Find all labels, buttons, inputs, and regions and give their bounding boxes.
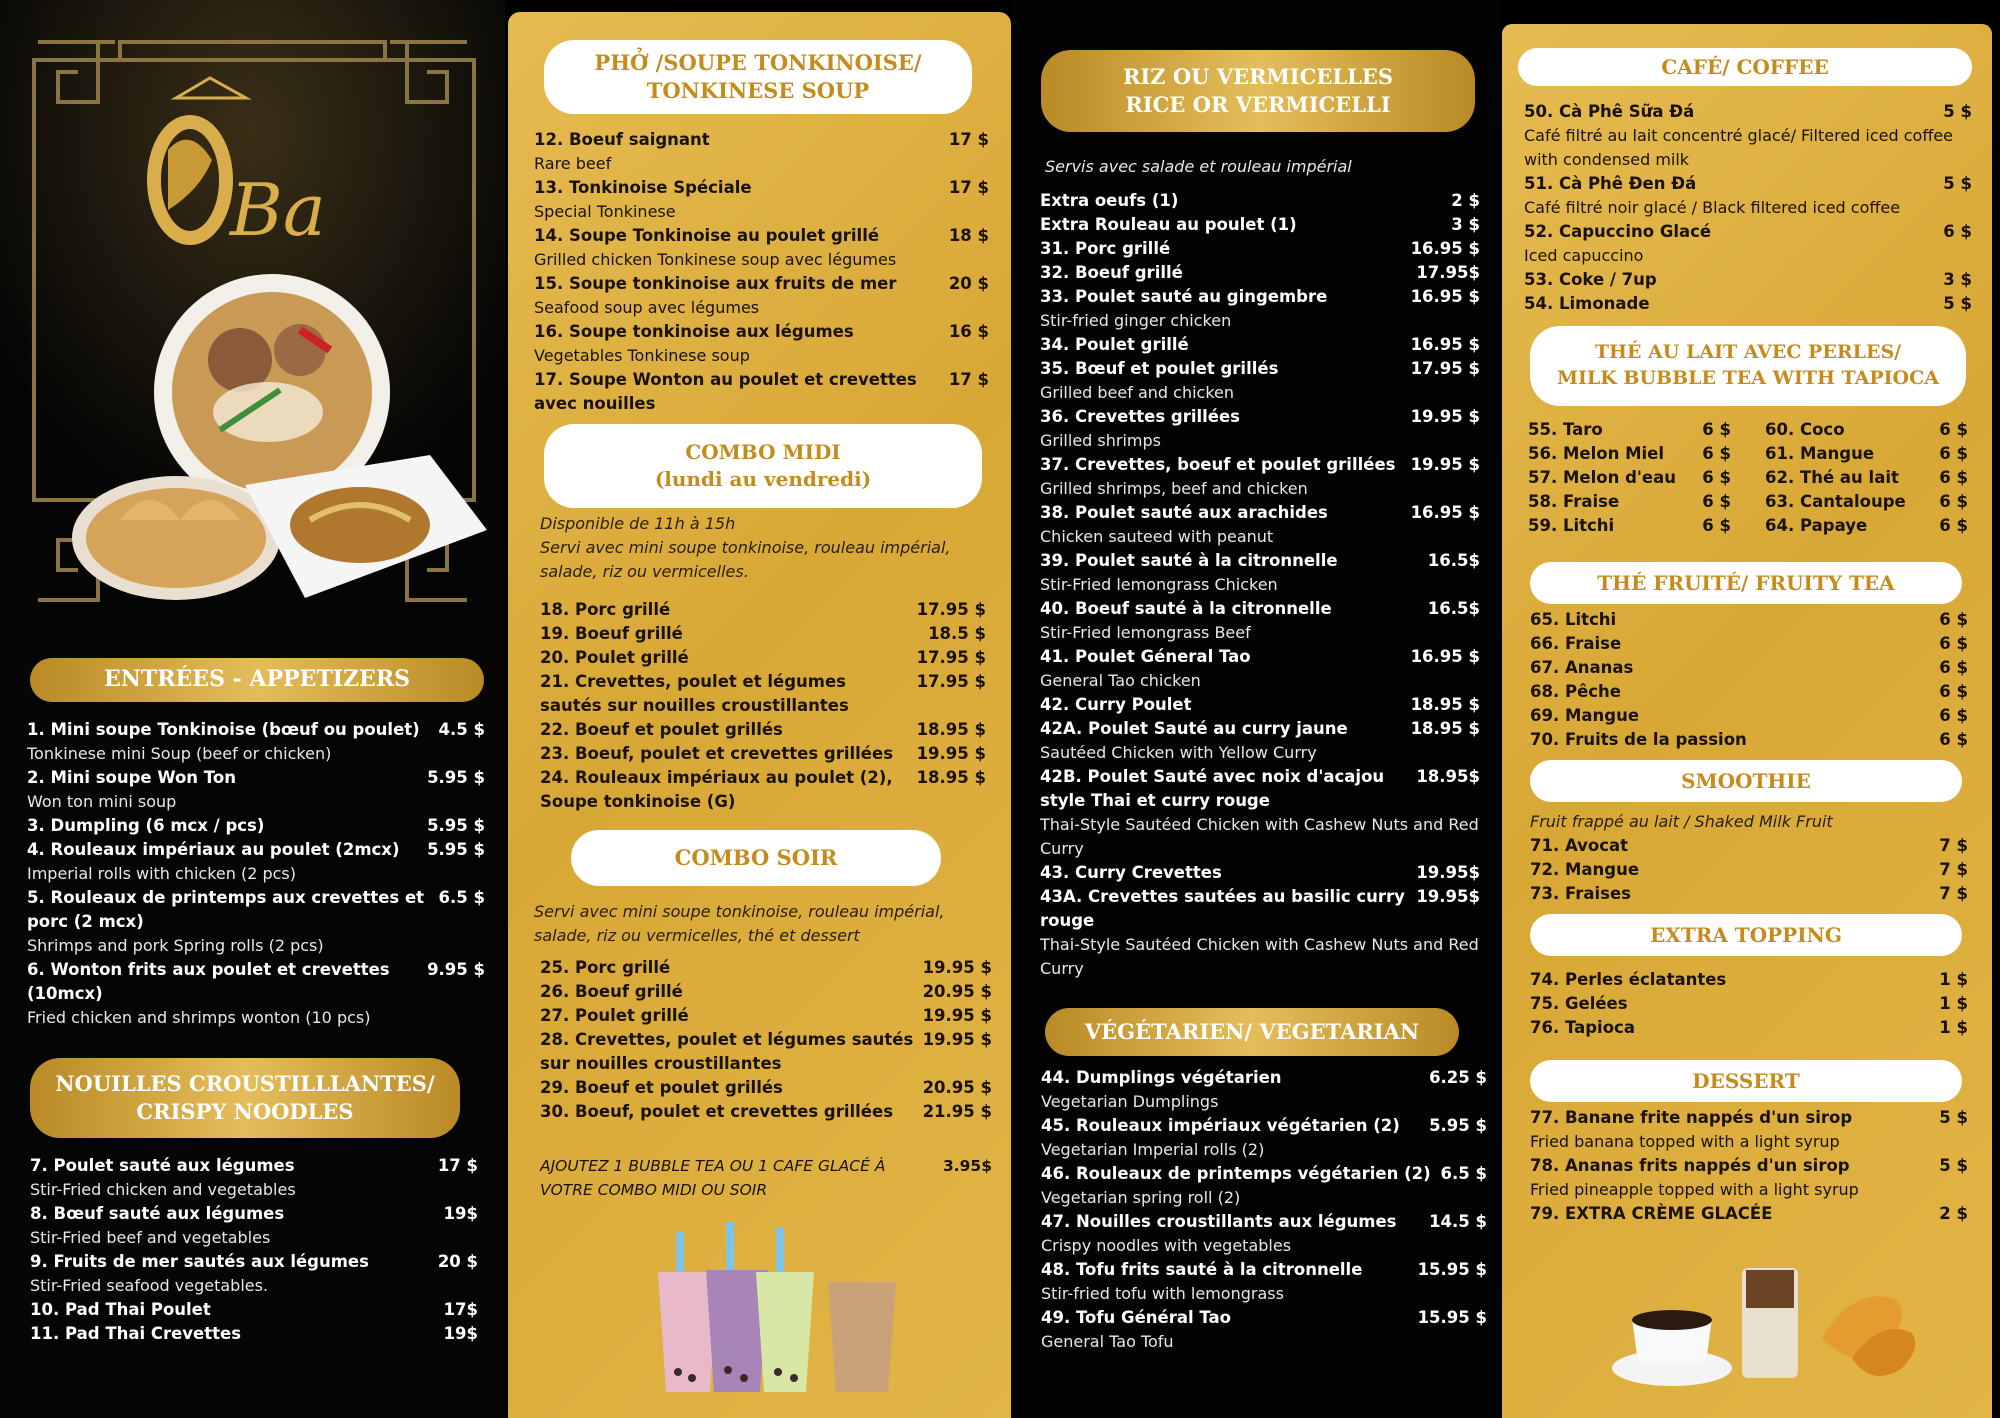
item-desc: Vegetarian Imperial rolls (2) — [1041, 1140, 1265, 1159]
list-item: 1. Mini soupe Tonkinoise (bœuf ou poulet) 4.5 $ — [27, 720, 485, 739]
extra-topping-title: EXTRA TOPPING — [1530, 914, 1962, 956]
list-item: 14. Soupe Tonkinoise au poulet grillé 18 $ — [534, 226, 989, 245]
combo-midi-note: Disponible de 11h à 15h Servi avec mini soupe tonkinoise, rouleau impérial, salade, riz ou vermicelles. — [540, 514, 951, 581]
item-desc: Fried chicken and shrimps wonton (10 pcs) — [27, 1008, 371, 1027]
list-item: 27. Poulet grillé 19.95 $ — [540, 1006, 992, 1025]
list-item: 20. Poulet grillé 17.95 $ — [540, 648, 986, 667]
list-item: 38. Poulet sauté aux arachides 16.95 $ — [1040, 503, 1480, 522]
list-item: 73. Fraises 7 $ — [1530, 884, 1968, 903]
panel-appetizers — [0, 0, 505, 1418]
list-item: 70. Fruits de la passion 6 $ — [1530, 730, 1968, 749]
combo-addon: AJOUTEZ 1 BUBBLE TEA OU 1 CAFE GLACÉ À VOTRE COMBO MIDI OU SOIR 3.95$ — [540, 1157, 992, 1199]
list-item: 25. Porc grillé 19.95 $ — [540, 958, 992, 977]
list-item: 5. Rouleaux de printemps aux crevettes et porc (2 mcx) 6.5 $ — [27, 888, 485, 931]
list-item: 11. Pad Thai Crevettes 19$ — [30, 1324, 478, 1343]
list-item: 18. Porc grillé 17.95 $ — [540, 600, 986, 619]
list-item: 69. Mangue 6 $ — [1530, 706, 1968, 725]
list-item: 29. Boeuf et poulet grillés 20.95 $ — [540, 1078, 992, 1097]
list-item: 24. Rouleaux impériaux au poulet (2), Soupe tonkinoise (G) 18.95 $ — [540, 768, 986, 811]
bubble-tea-illustration — [648, 1202, 948, 1402]
list-item: 59. Litchi 6 $ — [1528, 516, 1731, 535]
list-item: 63. Cantaloupe 6 $ — [1765, 492, 1968, 511]
list-item: 36. Crevettes grillées 19.95 $ — [1040, 407, 1480, 426]
smoothie-note: Fruit frappé au lait / Shaked Milk Fruit — [1530, 812, 1833, 831]
list-item: 30. Boeuf, poulet et crevettes grillées 21.95 $ — [540, 1102, 992, 1121]
list-item: 16. Soupe tonkinoise aux légumes 16 $ — [534, 322, 989, 341]
list-item: 3. Dumpling (6 mcx / pcs) 5.95 $ — [27, 816, 485, 835]
list-item: 74. Perles éclatantes 1 $ — [1530, 970, 1968, 989]
item-desc: Café filtré au lait concentré glacé/ Filtered iced coffee with condensed milk — [1524, 126, 1954, 169]
item-desc: Fried banana topped with a light syrup — [1530, 1132, 1840, 1151]
list-item: 52. Capuccino Glacé 6 $ — [1524, 222, 1972, 241]
rice-note: Servis avec salade et rouleau impérial — [1045, 157, 1352, 176]
item-desc: Shrimps and pork Spring rolls (2 pcs) — [27, 936, 324, 955]
logo-frame-illustration — [0, 0, 505, 650]
combo-soir-title: COMBO SOIR — [571, 830, 941, 886]
item-desc: Vegetables Tonkinese soup — [534, 346, 750, 365]
list-item: 37. Crevettes, boeuf et poulet grillées 19.95 $ — [1040, 455, 1480, 474]
smoothie-list — [1530, 834, 1968, 906]
item-desc: Stir-Fried lemongrass Beef — [1040, 623, 1251, 642]
item-desc: Seafood soup avec légumes — [534, 298, 760, 317]
list-item: 17. Soupe Wonton au poulet et crevettes avec nouilles 17 $ — [534, 370, 989, 413]
list-item: 60. Coco 6 $ — [1765, 420, 1968, 439]
list-item: 48. Tofu frits sauté à la citronnelle 15.95 $ — [1041, 1260, 1487, 1279]
item-desc: Vegetarian spring roll (2) — [1041, 1188, 1241, 1207]
item-desc: Thai-Style Sautéed Chicken with Cashew Nuts and Red Curry — [1040, 935, 1479, 978]
dessert-coffee-illustration — [1602, 1248, 1932, 1398]
bubble-tea-title: THÉ AU LAIT AVEC PERLES/ MILK BUBBLE TEA WITH TAPIOCA — [1530, 326, 1966, 406]
rice-list — [1040, 189, 1480, 981]
item-desc: Tonkinese mini Soup (beef or chicken) — [27, 744, 332, 763]
pho-title: PHỞ /SOUPE TONKINOISE/ TONKINESE SOUP — [544, 40, 972, 114]
item-desc: Special Tonkinese — [534, 202, 676, 221]
svg-text:Ba: Ba — [230, 168, 326, 252]
list-item: 22. Boeuf et poulet grillés 18.95 $ — [540, 720, 986, 739]
list-item: 41. Poulet Géneral Tao 16.95 $ — [1040, 647, 1480, 666]
list-item: 64. Papaye 6 $ — [1765, 516, 1968, 535]
list-item: 10. Pad Thai Poulet 17$ — [30, 1300, 478, 1319]
pho-list — [534, 128, 989, 416]
combo-midi-list — [540, 598, 986, 814]
list-item: 75. Gelées 1 $ — [1530, 994, 1968, 1013]
list-item: 62. Thé au lait 6 $ — [1765, 468, 1968, 487]
list-item: 35. Bœuf et poulet grillés 17.95 $ — [1040, 359, 1480, 378]
list-item: 9. Fruits de mer sautés aux légumes 20 $ — [30, 1252, 478, 1271]
list-item: 47. Nouilles croustillants aux légumes 14.5 $ — [1041, 1212, 1487, 1231]
crispy-noodles-title: NOUILLES CROUSTILLLANTES/ CRISPY NOODLES — [30, 1058, 460, 1138]
fruity-tea-list — [1530, 608, 1968, 752]
list-item: 42B. Poulet Sauté avec noix d'acajou style Thai et curry rouge 18.95$ — [1040, 767, 1480, 810]
coffee-list — [1524, 100, 1972, 316]
list-item: 57. Melon d'eau 6 $ — [1528, 468, 1731, 487]
list-item: 40. Boeuf sauté à la citronnelle 16.5$ — [1040, 599, 1480, 618]
item-desc: Grilled shrimps — [1040, 431, 1161, 450]
item-desc: Stir-fried ginger chicken — [1040, 311, 1232, 330]
list-item: 8. Bœuf sauté aux légumes 19$ — [30, 1204, 478, 1223]
list-item: 78. Ananas frits nappés d'un sirop 5 $ — [1530, 1156, 1968, 1175]
smoothie-title: SMOOTHIE — [1530, 760, 1962, 802]
fruity-tea-title: THÉ FRUITÉ/ FRUITY TEA — [1530, 562, 1962, 604]
list-item: 39. Poulet sauté à la citronnelle 16.5$ — [1040, 551, 1480, 570]
list-item: 68. Pêche 6 $ — [1530, 682, 1968, 701]
list-item: 19. Boeuf grillé 18.5 $ — [540, 624, 986, 643]
item-desc: Grilled shrimps, beef and chicken — [1040, 479, 1308, 498]
list-item: 4. Rouleaux impériaux au poulet (2mcx) 5.95 $ — [27, 840, 485, 859]
item-desc: Grilled beef and chicken — [1040, 383, 1235, 402]
panel-soups-combos — [508, 12, 1011, 1418]
list-item: 43A. Crevettes sautées au basilic curry rouge 19.95$ — [1040, 887, 1480, 930]
list-item: 46. Rouleaux de printemps végétarien (2) 6.5 $ — [1041, 1164, 1487, 1183]
list-item: 34. Poulet grillé 16.95 $ — [1040, 335, 1480, 354]
item-desc: Sautéed Chicken with Yellow Curry — [1040, 743, 1317, 762]
item-desc: Grilled chicken Tonkinese soup avec légumes — [534, 250, 897, 269]
list-item: 23. Boeuf, poulet et crevettes grillées 19.95 $ — [540, 744, 986, 763]
item-desc: Café filtré noir glacé / Black filtered iced coffee — [1524, 198, 1901, 217]
combo-soir-note: Servi avec mini soupe tonkinoise, rouleau impérial, salade, riz ou vermicelles, thé et dessert — [534, 902, 945, 945]
panel-drinks-desserts — [1502, 24, 1992, 1418]
item-desc: Thai-Style Sautéed Chicken with Cashew Nuts and Red Curry — [1040, 815, 1479, 858]
dessert-title: DESSERT — [1530, 1060, 1962, 1102]
item-desc: Stir-Fried seafood vegetables. — [30, 1276, 269, 1295]
item-desc: General Tao chicken — [1040, 671, 1201, 690]
list-item: 77. Banane frite nappés d'un sirop 5 $ — [1530, 1108, 1968, 1127]
list-item: 55. Taro 6 $ — [1528, 420, 1731, 439]
list-item: 67. Ananas 6 $ — [1530, 658, 1968, 677]
item-desc: Vegetarian Dumplings — [1041, 1092, 1219, 1111]
combo-soir-list — [540, 956, 992, 1124]
list-item: 12. Boeuf saignant 17 $ — [534, 130, 989, 149]
panel-rice-vegetarian — [1011, 0, 1499, 1418]
rice-title: RIZ OU VERMICELLES RICE OR VERMICELLI — [1041, 50, 1475, 132]
list-item: 2. Mini soupe Won Ton 5.95 $ — [27, 768, 485, 787]
list-item: 26. Boeuf grillé 20.95 $ — [540, 982, 992, 1001]
vegetarian-title: VÉGÉTARIEN/ VEGETARIAN — [1045, 1008, 1459, 1056]
list-item: 53. Coke / 7up 3 $ — [1524, 270, 1972, 289]
list-item: 15. Soupe tonkinoise aux fruits de mer 20 $ — [534, 274, 989, 293]
list-item: 65. Litchi 6 $ — [1530, 610, 1968, 629]
list-item: 66. Fraise 6 $ — [1530, 634, 1968, 653]
bubble-tea-grid — [1528, 418, 1968, 538]
list-item: 56. Melon Miel 6 $ — [1528, 444, 1731, 463]
list-item: 33. Poulet sauté au gingembre 16.95 $ — [1040, 287, 1480, 306]
appetizers-title: ENTRÉES - APPETIZERS — [30, 658, 484, 702]
list-item: 72. Mangue 7 $ — [1530, 860, 1968, 879]
item-desc: Iced capuccino — [1524, 246, 1644, 265]
list-item: Extra oeufs (1) 2 $ — [1040, 191, 1480, 210]
list-item: 54. Limonade 5 $ — [1524, 294, 1972, 313]
list-item: 43. Curry Crevettes 19.95$ — [1040, 863, 1480, 882]
item-desc: Stir-Fried chicken and vegetables — [30, 1180, 296, 1199]
list-item: 49. Tofu Général Tao 15.95 $ — [1041, 1308, 1487, 1327]
list-item: 79. EXTRA CRÈME GLACÉE 2 $ — [1530, 1204, 1968, 1223]
item-desc: Crispy noodles with vegetables — [1041, 1236, 1292, 1255]
list-item: 71. Avocat 7 $ — [1530, 836, 1968, 855]
item-desc: Fried pineapple topped with a light syrup — [1530, 1180, 1859, 1199]
vegetarian-list — [1041, 1066, 1487, 1354]
extra-topping-list — [1530, 968, 1968, 1040]
item-desc: Stir-fried tofu with lemongrass — [1041, 1284, 1284, 1303]
item-desc: Rare beef — [534, 154, 612, 173]
item-desc: General Tao Tofu — [1041, 1332, 1174, 1351]
list-item: 42. Curry Poulet 18.95 $ — [1040, 695, 1480, 714]
list-item: 51. Cà Phê Đen Đá 5 $ — [1524, 174, 1972, 193]
appetizers-list — [27, 718, 485, 1030]
item-desc: Chicken sauteed with peanut — [1040, 527, 1274, 546]
list-item: 28. Crevettes, poulet et légumes sautés sur nouilles croustillantes 19.95 $ — [540, 1030, 992, 1073]
list-item: 31. Porc grillé 16.95 $ — [1040, 239, 1480, 258]
combo-midi-title: COMBO MIDI (lundi au vendredi) — [544, 424, 982, 508]
item-desc: Imperial rolls with chicken (2 pcs) — [27, 864, 297, 883]
item-desc: Stir-Fried lemongrass Chicken — [1040, 575, 1278, 594]
dessert-list — [1530, 1106, 1968, 1226]
list-item: 7. Poulet sauté aux légumes 17 $ — [30, 1156, 478, 1175]
list-item: 44. Dumplings végétarien 6.25 $ — [1041, 1068, 1487, 1087]
list-item: Extra Rouleau au poulet (1) 3 $ — [1040, 215, 1480, 234]
list-item: 13. Tonkinoise Spéciale 17 $ — [534, 178, 989, 197]
list-item: 58. Fraise 6 $ — [1528, 492, 1731, 511]
list-item: 32. Boeuf grillé 17.95$ — [1040, 263, 1480, 282]
crispy-noodles-list — [30, 1154, 478, 1346]
list-item: 61. Mangue 6 $ — [1765, 444, 1968, 463]
list-item: 21. Crevettes, poulet et légumes sautés sur nouilles croustillantes 17.95 $ — [540, 672, 986, 715]
list-item: 50. Cà Phê Sữa Đá 5 $ — [1524, 102, 1972, 121]
item-desc: Won ton mini soup — [27, 792, 177, 811]
item-desc: Stir-Fried beef and vegetables — [30, 1228, 271, 1247]
list-item: 45. Rouleaux impériaux végétarien (2) 5.95 $ — [1041, 1116, 1487, 1135]
list-item: 76. Tapioca 1 $ — [1530, 1018, 1968, 1037]
list-item: 6. Wonton frits aux poulet et crevettes (10mcx) 9.95 $ — [27, 960, 485, 1003]
coffee-title: CAFÉ/ COFFEE — [1518, 48, 1972, 86]
list-item: 42A. Poulet Sauté au curry jaune 18.95 $ — [1040, 719, 1480, 738]
